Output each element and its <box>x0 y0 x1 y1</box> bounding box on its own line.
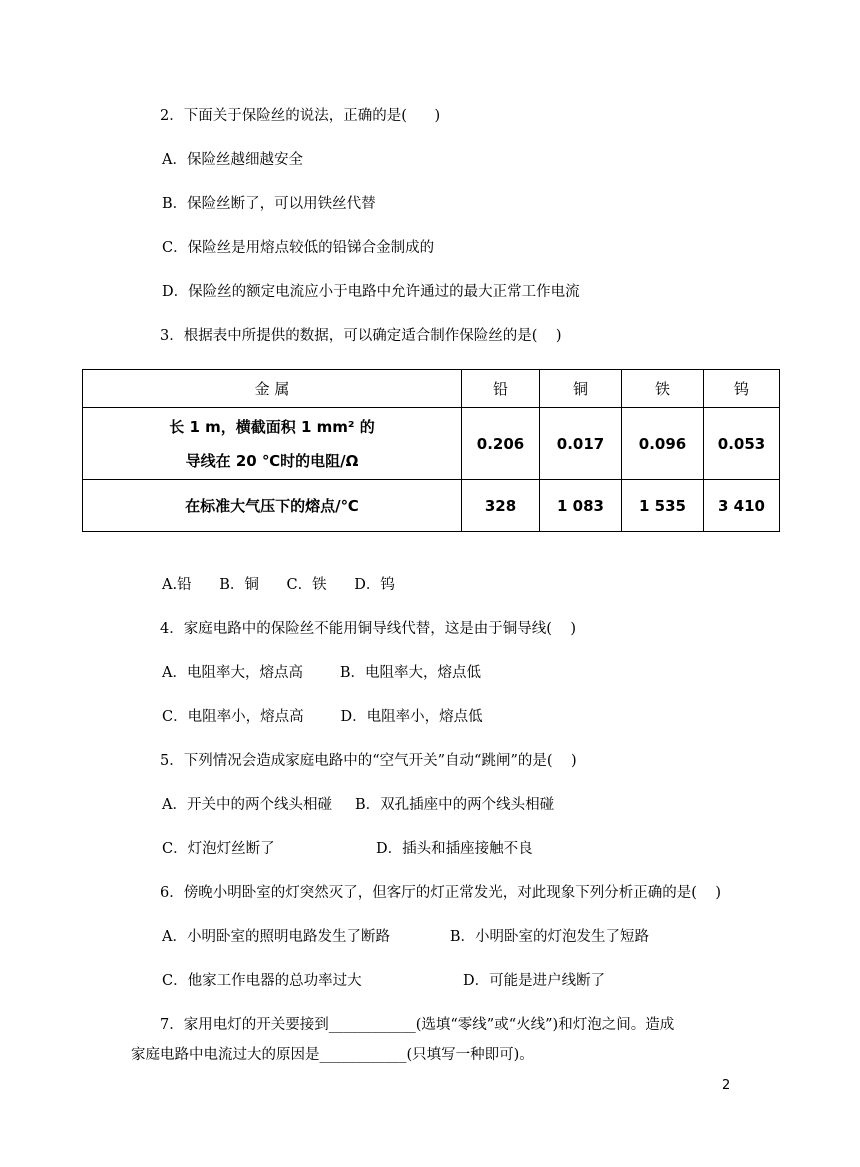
q6-options-ab: A．小明卧室的照明电路发生了断路 B．小明卧室的灯泡发生了短路 <box>162 929 650 945</box>
resistance-label <box>83 408 462 480</box>
page-number: 2 <box>722 1078 731 1093</box>
melting-copper: 1 083 <box>540 480 622 532</box>
resistance-lead: 0.206 <box>462 408 540 480</box>
melting-point-label: 在标准大气压下的熔点/℃ <box>83 480 462 532</box>
q5-options-cd: C．灯泡灯丝断了 D．插头和插座接触不良 <box>162 841 533 857</box>
q5-stem: 5．下列情况会造成家庭电路中的“空气开关”自动“跳闸”的是( ) <box>160 753 577 769</box>
q2-stem: 2．下面关于保险丝的说法，正确的是( ) <box>160 108 441 124</box>
q2-option-b: B．保险丝断了，可以用铁丝代替 <box>162 196 376 212</box>
melting-iron: 1 535 <box>622 480 704 532</box>
resistance-tungsten: 0.053 <box>704 408 780 480</box>
resistance-label-line2: 导线在 20 ℃时的电阻/Ω <box>185 451 359 470</box>
q4-options-ab: A．电阻率大，熔点高 B．电阻率大，熔点低 <box>162 665 481 681</box>
melting-lead: 328 <box>462 480 540 532</box>
q6-options-cd: C．他家工作电器的总功率过大 D．可能是进户线断了 <box>162 973 606 989</box>
header-metal: 金 属 <box>83 370 462 408</box>
q6-stem: 6．傍晚小明卧室的灯突然灭了，但客厅的灯正常发光，对此现象下列分析正确的是( ) <box>160 885 721 901</box>
resistance-iron: 0.096 <box>622 408 704 480</box>
q2-option-c: C．保险丝是用熔点较低的铅锑合金制成的 <box>162 240 435 256</box>
resistance-copper: 0.017 <box>540 408 622 480</box>
melting-tungsten: 3 410 <box>704 480 780 532</box>
resistance-label-line1: 长 1 m，横截面积 1 mm² 的 <box>169 417 375 436</box>
q7-line2: 家庭电路中电流过大的原因是____________(只填写一种即可)。 <box>131 1047 534 1063</box>
q4-options-cd: C．电阻率小，熔点高 D．电阻率小，熔点低 <box>162 709 483 725</box>
header-lead: 铅 <box>462 370 540 408</box>
header-iron: 铁 <box>622 370 704 408</box>
q3-options: A.铅 B．铜 C．铁 D．钨 <box>162 577 395 593</box>
header-tungsten: 钨 <box>704 370 780 408</box>
q2-option-a: A．保险丝越细越安全 <box>162 152 303 168</box>
table-header-row <box>83 370 780 408</box>
table-row-melting-point <box>83 480 780 532</box>
q7-line1: 7．家用电灯的开关要接到____________(选填“零线”或“火线”)和灯泡之间。造成 <box>160 1017 675 1033</box>
table-row-resistance <box>83 408 780 480</box>
q4-stem: 4．家庭电路中的保险丝不能用铜导线代替，这是由于铜导线( ) <box>160 621 576 637</box>
q5-options-ab: A．开关中的两个线头相碰 B．双孔插座中的两个线头相碰 <box>162 797 555 813</box>
q2-option-d: D．保险丝的额定电流应小于电路中允许通过的最大正常工作电流 <box>162 284 580 300</box>
header-copper: 铜 <box>540 370 622 408</box>
q3-stem: 3．根据表中所提供的数据，可以确定适合制作保险丝的是( ) <box>160 328 562 344</box>
metal-properties-table <box>82 369 780 532</box>
